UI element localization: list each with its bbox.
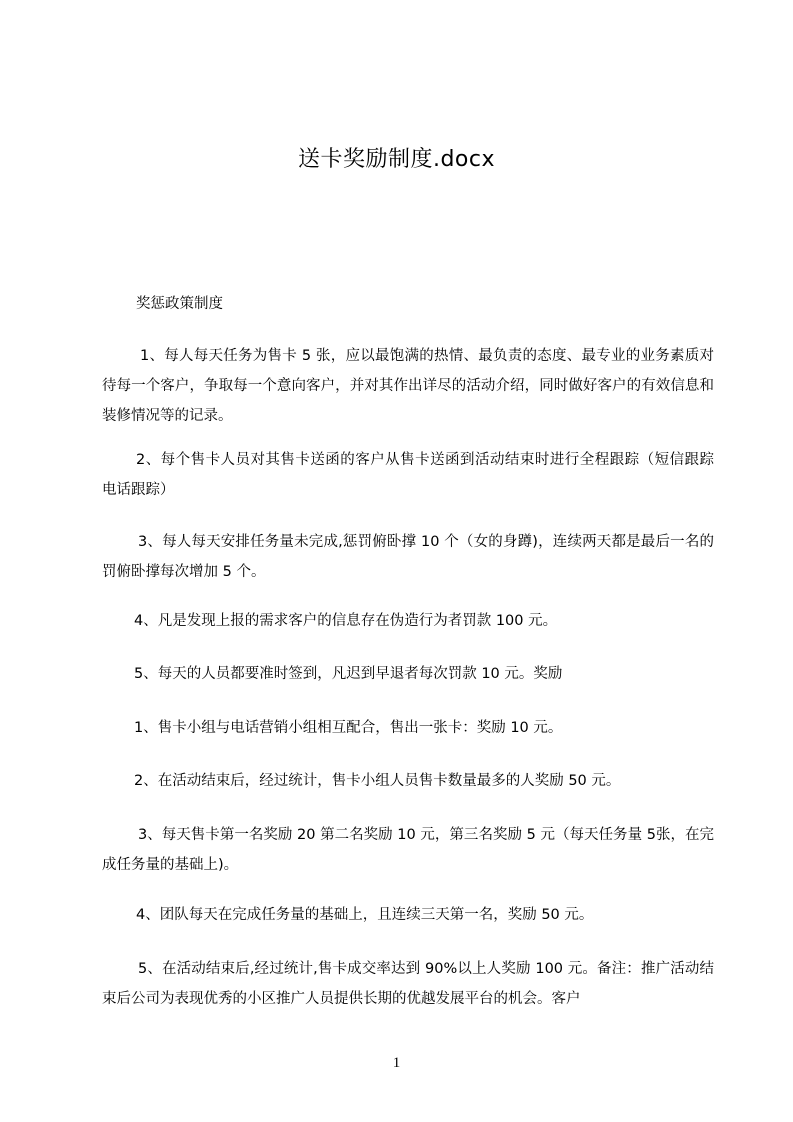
paragraph-10: 5、在活动结束后,经过统计,售卡成交率达到 90%以上人奖励 100 元。备注：推广活动结束后公司为表现优秀的小区推广人员提供长期的优越发展平台的机会。客户	[102, 961, 714, 1007]
paragraph-3: 3、每人每天安排任务量未完成,惩罚俯卧撑 10 个（女的身蹲)，连续两天都是最后一名的罚俯卧撑每次增加 5 个。	[102, 534, 714, 580]
document-title: 送卡奖励制度.docx	[297, 147, 496, 172]
paragraph-7: 2、在活动结束后，经过统计，售卡小组人员售卡数量最多的人奖励 50 元。	[134, 773, 621, 789]
paragraph-4: 4、凡是发现上报的需求客户的信息存在伪造行为者罚款 100 元。	[134, 613, 558, 629]
paragraph-1: 1、每人每天任务为售卡 5 张，应以最饱满的热情、最负责的态度、最专业的业务素质对待每一个客户，争取每一个意向客户，并对其作出详尽的活动介绍，同时做好客户的有效信息和装修情况等的记录。	[102, 348, 714, 424]
paragraph-8: 3、每天售卡第一名奖励 20 第二名奖励 10 元，第三名奖励 5 元（每天任务量 5张，在完成任务量的基础上)。	[102, 827, 714, 873]
section-heading: 奖惩政策制度	[136, 296, 223, 312]
paragraph-9: 4、团队每天在完成任务量的基础上，且连续三天第一名，奖励 50 元。	[136, 907, 594, 923]
page-number: 1	[392, 1055, 401, 1071]
paragraph-5: 5、每天的人员都要准时签到，凡迟到早退者每次罚款 10 元。奖励	[134, 666, 563, 682]
paragraph-2: 2、每个售卡人员对其售卡送函的客户从售卡送函到活动结束时进行全程跟踪（短信跟踪 电话跟踪）	[102, 452, 714, 498]
paragraph-6: 1、售卡小组与电话营销小组相互配合，售出一张卡：奖励 10 元。	[134, 720, 563, 736]
